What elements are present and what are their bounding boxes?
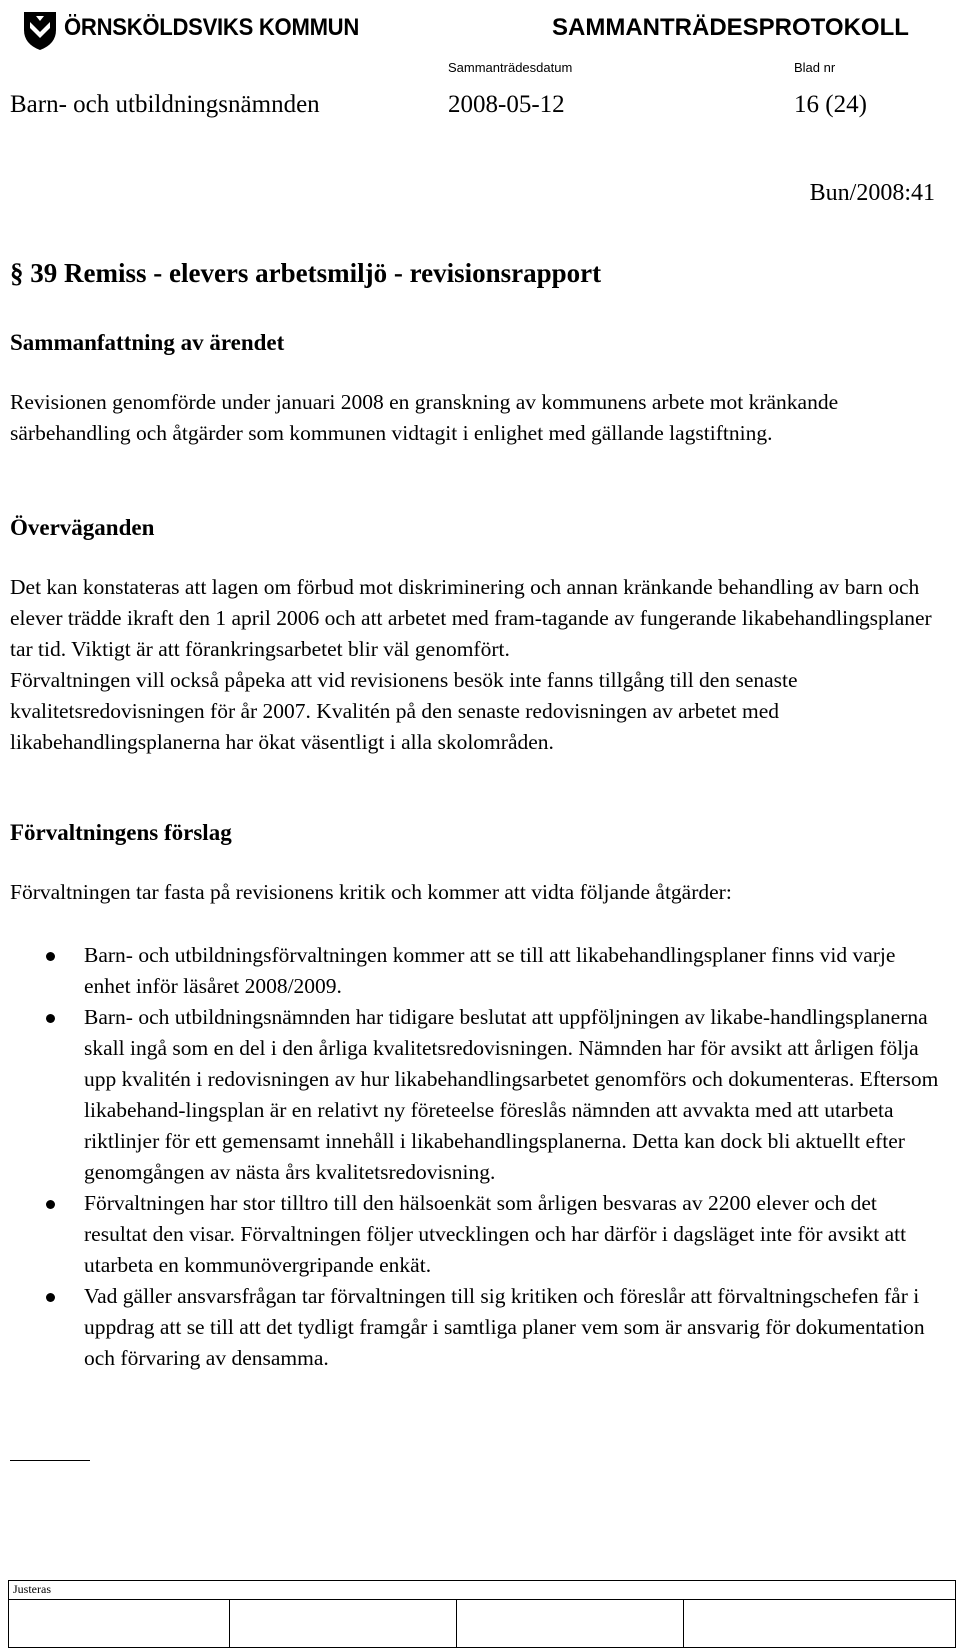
signature-cell [229, 1599, 230, 1647]
signature-label: Justeras [13, 1582, 51, 1596]
end-rule [10, 1460, 90, 1461]
case-reference: Bun/2008:41 [809, 180, 935, 206]
proposal-bullet-list [10, 940, 940, 1374]
bullet-icon [46, 1014, 55, 1023]
list-item [10, 1002, 940, 1188]
bullet-icon [46, 952, 55, 961]
page-number-label: Blad nr [794, 60, 836, 75]
municipality-crest-icon [18, 8, 62, 52]
considerations-text-2: Förvaltningen vill också påpeka att vid revisionens besök inte fanns tillgång till den senaste kvalitetsredovisningen för år 2007. Kvalitén på den senaste redovisningen av arbetet med likabehandlingsplanerna har ökat väsentligt i alla skolområden. [10, 668, 798, 754]
list-item-text: Barn- och utbildningsförvaltningen kommer att se till att likabehandlingsplaner finns vid varje enhet inför läsåret 2008/2009. [84, 943, 896, 998]
proposal-heading: Förvaltningens förslag [10, 820, 232, 845]
summary-heading: Sammanfattning av ärendet [10, 330, 285, 355]
page-number: 16 (24) [794, 91, 867, 118]
considerations-heading: Överväganden [10, 515, 155, 540]
considerations-text-1: Det kan konstateras att lagen om förbud mot diskriminering och annan kränkande behandling av barn och elever trädde ikraft den 1 april 2006 och att arbetet med fram-tagande av fungerande likabehandlingsplaner tar tid. Viktigt är att förankringsarbetet blir väl genomfört. [10, 575, 932, 661]
signature-cell [683, 1599, 684, 1647]
summary-text: Revisionen genomförde under januari 2008 en granskning av kommunens arbete mot kränkande särbehandling och åtgärder som kommunen vidtagit i enlighet med gällande lagstiftning. [10, 390, 839, 445]
meeting-date: 2008-05-12 [448, 91, 565, 118]
signature-table [8, 1580, 956, 1648]
meeting-date-label: Sammanträdesdatum [448, 60, 573, 75]
list-item-text: Förvaltningen har stor tilltro till den hälsoenkät som årligen besvaras av 2200 elever och det resultat den visar. Förvaltningen följer utvecklingen och har därför i dagsläget inte för avsikt att utarbeta en kommunövergripande enkät. [84, 1191, 907, 1277]
signature-label-row [9, 1581, 955, 1600]
list-item [10, 1188, 940, 1281]
bullet-icon [46, 1293, 55, 1302]
bullet-icon [46, 1200, 55, 1209]
list-item-text: Barn- och utbildningsnämnden har tidigare beslutat att uppföljningen av likabe-handlingsplanerna skall ingå som en del i den årliga kvalitetsredovisningen. Nämnden har för avsikt att årligen följa upp kvalitén i redovisningen av hur likabehandlingsarbetet genomförs och dokumenteras. Eftersom likabehand-lingsplan är en relativt ny företeelse föreslås nämnden att avvakta med att utarbeta riktlinjer för ett gemensamt innehåll i likabehandlingsplanerna. Detta kan dock bli aktuellt efter genomgången av nästa års kvalitetsredovisning. [84, 1005, 939, 1184]
list-item [10, 1281, 940, 1374]
considerations-body [10, 572, 940, 758]
document-type: SAMMANTRÄDESPROTOKOLL [552, 14, 909, 41]
board-name: Barn- och utbildningsnämnden [10, 91, 320, 118]
signature-cell [456, 1599, 457, 1647]
list-item-text: Vad gäller ansvarsfrågan tar förvaltningen till sig kritiken och föreslår att förvaltningschefen får i uppdrag att se till att det tydligt framgår i samtliga planer vem som är ansvarig för dokumentation och förvaring av densamma. [84, 1284, 925, 1370]
municipality-name: ÖRNSKÖLDSVIKS KOMMUN [64, 14, 360, 41]
list-item [10, 940, 940, 1002]
proposal-intro: Förvaltningen tar fasta på revisionens kritik och kommer att vidta följande åtgärder: [10, 880, 732, 904]
paragraph-title: § 39 Remiss - elevers arbetsmiljö - revisionsrapport [10, 258, 602, 288]
